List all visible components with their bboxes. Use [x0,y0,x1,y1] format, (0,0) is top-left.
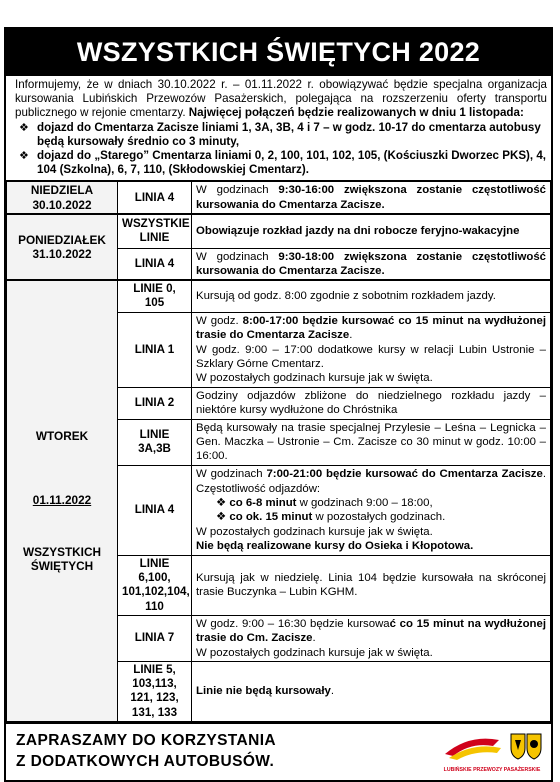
diamond-bullet-icon: ❖ [216,496,227,509]
line-description: W godz. 8:00-17:00 będzie kursować co 15 minut na wydłużonej trasie do Cmentarza Zacisze. W godz. 9:00 – 17:00 dodatkowe kursy w relacji Lubin Ustronie – Szklary Górne Cmentarz. W pozostałych godzinach kursuje jak w święta. [192,312,551,387]
line-description: W godzinach 9:30-16:00 zwiększona zostanie częstotliwość kursowania do Cmentarza Zacisze. [192,181,551,214]
line-description: Godziny odjazdów zbliżone do niedzielnego rozkładu jazdy – niektóre kursy wydłużone do Chróstnika [192,387,551,419]
line-description: Kursują od godz. 8:00 zgodnie z sobotnim rozkładem jazdy. [192,280,551,312]
table-row [7,181,551,214]
line-description: Kursują jak w niedzielę. Linia 104 będzie kursowała na skróconej trasie Buczynka – Lubin KGHM. [192,555,551,615]
intro-bullet-text: dojazd do „Starego” Cmentarza liniami 0, 2, 100, 101, 102, 105, (Kościuszki Dworzec PKS), 4, 104 (Szkolna), 6, 7, 110, (Skłodowskiej Cmentarz). [37,149,547,177]
line-label: LINIA 7 [118,615,192,661]
line-label: LINIE 5, 103,113, 121, 123, 131, 133 [118,661,192,721]
intro-lead: Informujemy, że w dniach 30.10.2022 r. – 01.11.2022 r. obowiązywać będzie specjalna organizacja kursowania Lubińskich Przewozów Pasażerskich, polegająca na rozszerzeniu oferty transportu publicznego w rejonie cmentarzy. [15,78,547,120]
footer-line-1: ZAPRASZAMY DO KORZYSTANIA [16,732,277,750]
footer [6,722,551,780]
line-label: LINIA 1 [118,312,192,387]
line-label: LINIA 4 [118,181,192,214]
line-label: LINIE 6,100, 101,102,104, 110 [118,555,192,615]
table-row [7,280,551,312]
intro-bullet-1 [15,121,547,149]
line-description: W godzinach 7:00-21:00 będzie kursować do Cmentarza Zacisze. Częstotliwość odjazdów: ❖ co 6-8 minut w godzinach 9:00 – 18:00, ❖ co ok. 15 minut w pozostałych godzinach. W pozostałych godzinach kursuje jak w święta. Nie będą realizowane kursy do Osieka i Kłopotowa. [192,465,551,555]
line-description: W godzinach 9:30-18:00 zwiększona zostanie częstotliwość kursowania do Cmentarza Zacisze. [192,248,551,280]
line-label: LINIA 4 [118,248,192,280]
line-label: LINIE 0, 105 [118,280,192,312]
intro-text [15,78,547,121]
schedule-table [6,180,551,722]
line-label: LINIA 2 [118,387,192,419]
line-label: WSZYSTKIE LINIE [118,214,192,248]
day-name: PONIEDZIAŁEK [18,232,106,247]
line-label: LINIE 3A,3B [118,419,192,465]
diamond-bullet-icon: ❖ [19,121,29,134]
day-cell-sunday [7,181,118,214]
page-title: WSZYSTKICH ŚWIĘTYCH 2022 [6,29,551,74]
line-description: Obowiązuje rozkład jazdy na dni robocze feryjno-wakacyjne [192,214,551,248]
line-description: Linie nie będą kursowały. [192,661,551,721]
diamond-bullet-icon: ❖ [19,150,29,163]
day-cell-tuesday [7,280,118,721]
line-description: W godz. 9:00 – 16:30 będzie kursować co 15 minut na wydłużonej trasie do Cm. Zacisze. W pozostałych godzinach kursuje jak w święta. [192,615,551,661]
intro-highlight: Najwięcej połączeń będzie realizowanych w dniu 1 listopada: [188,106,524,120]
day-cell-monday [7,214,118,280]
intro-bullet-2 [15,149,547,177]
day-name: WTOREK [35,428,89,443]
line-description: Będą kursowały na trasie specjalnej Przylesie – Leśna – Legnicka – Gen. Maczka – Ustronie – Cm. Zacisze co 30 minut w godz. 10:00 – 16:00. [192,419,551,465]
lpp-logo [439,728,545,774]
notice-sheet [4,27,553,782]
line-label: LINIA 4 [118,465,192,555]
table-row [7,214,551,248]
svg-text:LUBIŃSKIE PRZEWOZY PASAŻERSKIE: LUBIŃSKIE PRZEWOZY PASAŻERSKIE [443,767,541,774]
footer-line-2: Z DODATKOWYCH AUTOBUSÓW. [16,753,275,771]
diamond-bullet-icon: ❖ [216,511,227,524]
intro-bullets [15,121,547,178]
intro-block [6,74,551,180]
day-name: NIEDZIELA [30,183,94,198]
bus-logo-icon [439,728,545,774]
day-occasion: WSZYSTKICH ŚWIĘTYCH [23,545,101,574]
intro-bullet-text: dojazd do Cmentarza Zacisze liniami 1, 3A, 3B, 4 i 7 – w godz. 10-17 do cmentarza autobusy będą kursowały średnio co 3 minuty, [37,120,541,148]
day-date: 01.11.2022 [32,492,92,507]
day-date: 30.10.2022 [32,197,92,212]
day-date: 31.10.2022 [32,247,92,262]
